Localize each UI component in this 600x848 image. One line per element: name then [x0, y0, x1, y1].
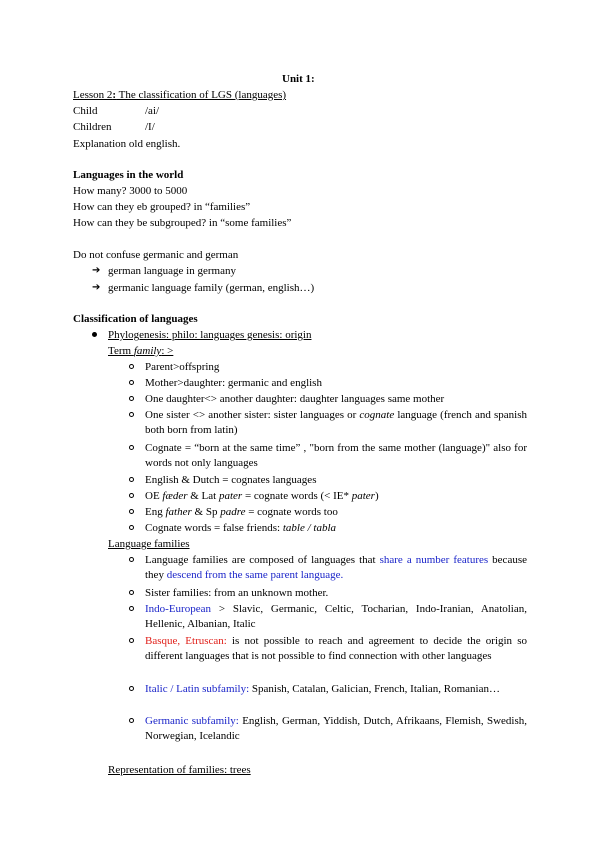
term-item: Eng father & Sp padre = cognate words too: [145, 506, 338, 518]
world-line: How many? 3000 to 5000: [73, 185, 188, 197]
pron-word: Children: [73, 121, 112, 133]
representation-heading: Representation of families: trees: [108, 764, 251, 776]
lesson-heading: Lesson 2: The classification of LGS (languages): [73, 89, 287, 101]
circle-bullet-icon: [129, 380, 134, 385]
pron-sound: /ai/: [145, 105, 160, 117]
term-item: Mother>daughter: germanic and english: [145, 377, 322, 389]
term-item: English & Dutch = cognates languages: [145, 474, 317, 486]
family-item: Italic / Latin subfamily: Spanish, Catalan, Galician, French, Italian, Romanian…: [145, 683, 500, 695]
bullet-icon: [92, 332, 97, 337]
circle-bullet-icon: [129, 590, 134, 595]
circle-bullet-icon: [129, 412, 134, 417]
term-item: One daughter<> another daughter: daughter languages same mother: [145, 393, 445, 405]
term-item: OE fæder & Lat pater = cognate words (< IE* pater): [145, 490, 379, 502]
classification-heading: Classification of languages: [73, 313, 198, 325]
world-line: How can they be subgrouped? in “some families”: [73, 217, 292, 229]
circle-bullet-icon: [129, 718, 134, 723]
page-title: Unit 1:: [282, 73, 315, 85]
world-line: How can they eb grouped? in “families”: [73, 201, 251, 213]
term-item: Parent>offspring: [145, 361, 220, 373]
pron-sound: /I/: [145, 121, 155, 133]
circle-bullet-icon: [129, 686, 134, 691]
circle-bullet-icon: [129, 396, 134, 401]
confuse-item: germanic language family (german, english…): [108, 282, 315, 294]
world-heading: Languages in the world: [73, 169, 184, 181]
confuse-item: german language in germany: [108, 265, 236, 277]
circle-bullet-icon: [129, 606, 134, 611]
circle-bullet-icon: [129, 557, 134, 562]
family-item: Sister families: from an unknown mother.: [145, 587, 329, 599]
phylogenesis-item: Phylogenesis: philo: languages genesis: origin: [108, 329, 312, 341]
circle-bullet-icon: [129, 638, 134, 643]
confuse-intro: Do not confuse germanic and german: [73, 249, 239, 261]
circle-bullet-icon: [129, 477, 134, 482]
circle-bullet-icon: [129, 364, 134, 369]
family-item: Basque, Etruscan: is not possible to reach and agreement to decide the origin so different languages that is not possible to find connection with other languages: [145, 635, 527, 662]
circle-bullet-icon: [129, 525, 134, 530]
family-item: Indo-European > Slavic, Germanic, Celtic, Tocharian, Indo-Iranian, Anatolian, Hellenic, Albanian, Italic: [145, 603, 527, 630]
circle-bullet-icon: [129, 445, 134, 450]
term-family-heading: Term family: >: [108, 345, 174, 357]
arrow-icon: ➔: [92, 282, 101, 293]
family-item: Language families are composed of languages that share a number features because they descend from the same parent language.: [145, 554, 527, 581]
arrow-icon: ➔: [92, 265, 101, 276]
explanation-line: Explanation old english.: [73, 138, 181, 150]
circle-bullet-icon: [129, 493, 134, 498]
family-item: Germanic subfamily: English, German, Yiddish, Dutch, Afrikaans, Flemish, Swedish, Norwegian, Icelandic: [145, 715, 527, 742]
families-heading: Language families: [108, 538, 190, 550]
term-item: Cognate words = false friends: table / tabla: [145, 522, 337, 534]
pron-word: Child: [73, 105, 98, 117]
term-item: Cognate = “born at the same time” , "born from the same mother (language)" also for words not only languages: [145, 442, 527, 469]
circle-bullet-icon: [129, 509, 134, 514]
term-item: One sister <> another sister: sister languages or cognate language (french and spanish both born from latin): [145, 409, 528, 436]
